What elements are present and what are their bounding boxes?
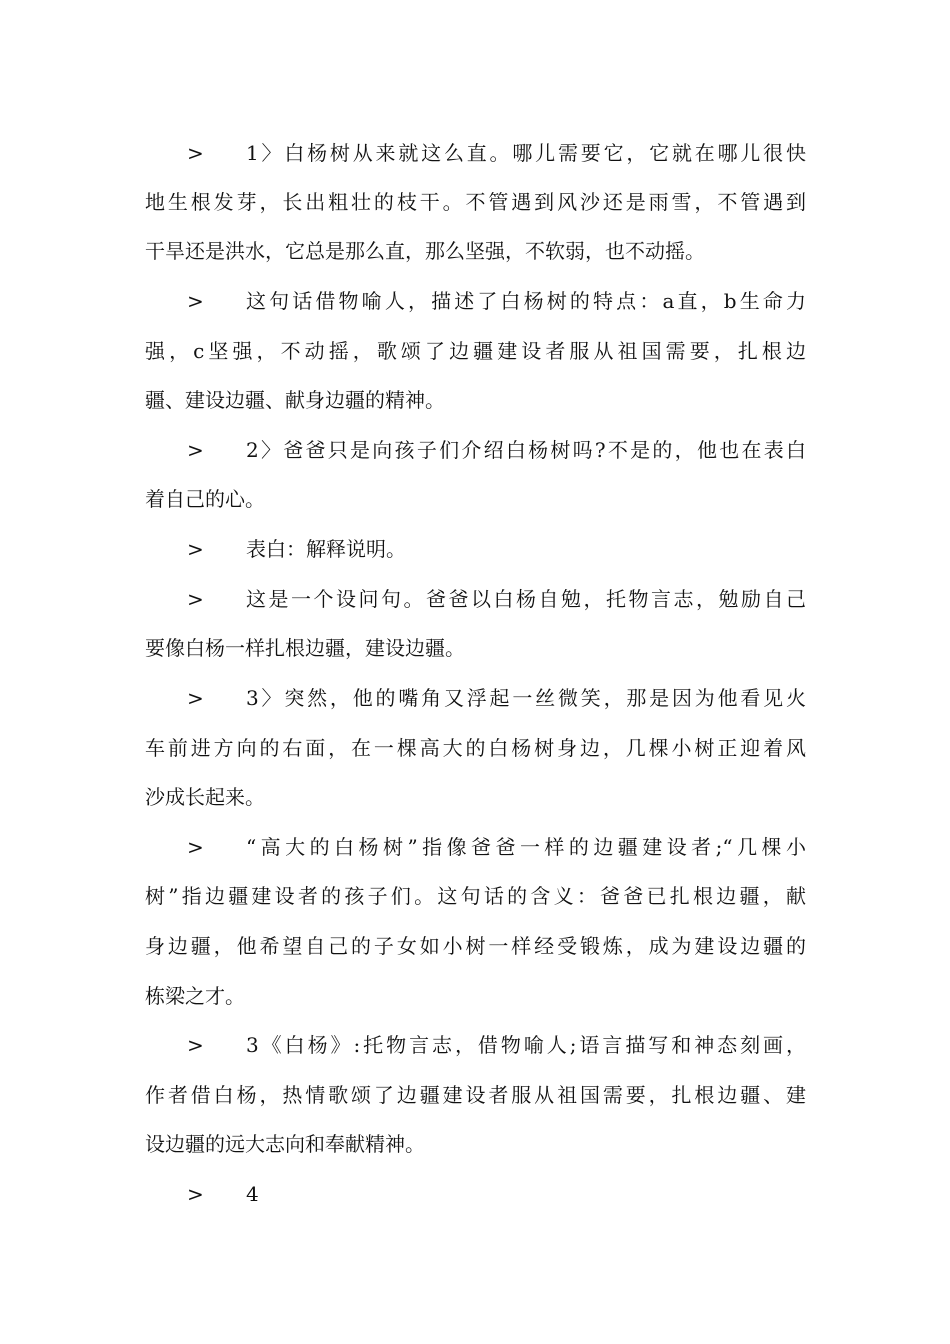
paragraph-4-text-1: 表白：解释说明。 — [246, 537, 406, 561]
bullet-arrow: > — [187, 686, 204, 710]
paragraph-4-line-1 — [0, 533, 950, 565]
paragraph-7-line-2 — [0, 880, 950, 912]
paragraph-8-text-3: 设边疆的远大志向和奉献精神。 — [145, 1132, 425, 1156]
paragraph-5-line-1 — [0, 583, 950, 615]
paragraph-1-line-3 — [0, 235, 950, 267]
paragraph-7-line-4 — [0, 980, 950, 1012]
bullet-arrow: > — [187, 141, 204, 165]
paragraph-5-text-1: 这是一个设问句。爸爸以白杨自勉，托物言志，勉励自己 — [246, 587, 806, 611]
paragraph-7-line-3 — [0, 930, 950, 962]
paragraph-9-text-1: 4 — [246, 1182, 259, 1206]
paragraph-6-text-2: 车前进方向的右面，在一棵高大的白杨树身边，几棵小树正迎着风 — [145, 736, 806, 760]
paragraph-8-text-1: 3《白杨》:托物言志，借物喻人;语言描写和神态刻画， — [246, 1033, 806, 1057]
bullet-arrow: > — [187, 587, 204, 611]
paragraph-6-text-1: 3〉突然，他的嘴角又浮起一丝微笑，那是因为他看见火 — [246, 686, 806, 710]
paragraph-5-text-2: 要像白杨一样扎根边疆，建设边疆。 — [145, 636, 465, 660]
paragraph-6-text-3: 沙成长起来。 — [145, 785, 265, 809]
paragraph-5-line-2 — [0, 632, 950, 664]
paragraph-3-text-1: 2〉爸爸只是向孩子们介绍白杨树吗?不是的，他也在表白 — [246, 438, 806, 462]
paragraph-8-line-1 — [0, 1029, 950, 1061]
paragraph-6-line-2 — [0, 732, 950, 764]
paragraph-2-line-3 — [0, 384, 950, 416]
paragraph-1-line-2 — [0, 186, 950, 218]
bullet-arrow: > — [187, 835, 204, 859]
paragraph-3-text-2: 着自己的心。 — [145, 487, 265, 511]
paragraph-9-line-1 — [0, 1178, 950, 1210]
paragraph-7-text-1: “高大的白杨树”指像爸爸一样的边疆建设者;“几棵小 — [246, 835, 806, 859]
paragraph-2-line-1 — [0, 285, 950, 317]
paragraph-2-line-2 — [0, 335, 950, 367]
bullet-arrow: > — [187, 537, 204, 561]
paragraph-7-text-4: 栋梁之才。 — [145, 984, 245, 1008]
paragraph-1-line-1 — [0, 137, 950, 169]
paragraph-2-text-2: 强，c坚强，不动摇，歌颂了边疆建设者服从祖国需要，扎根边 — [145, 339, 806, 363]
paragraph-7-text-3: 身边疆，他希望自己的子女如小树一样经受锻炼，成为建设边疆的 — [145, 934, 806, 958]
paragraph-6-line-1 — [0, 682, 950, 714]
paragraph-1-text-2: 地生根发芽，长出粗壮的枝干。不管遇到风沙还是雨雪，不管遇到 — [145, 190, 806, 214]
paragraph-8-text-2: 作者借白杨，热情歌颂了边疆建设者服从祖国需要，扎根边疆、建 — [145, 1083, 806, 1107]
paragraph-8-line-2 — [0, 1079, 950, 1111]
paragraph-3-line-2 — [0, 483, 950, 515]
paragraph-2-text-1: 这句话借物喻人，描述了白杨树的特点：a直，b生命力 — [246, 289, 806, 313]
paragraph-3-line-1 — [0, 434, 950, 466]
bullet-arrow: > — [187, 1033, 204, 1057]
bullet-arrow: > — [187, 438, 204, 462]
paragraph-1-text-1: 1〉白杨树从来就这么直。哪儿需要它，它就在哪儿很快 — [246, 141, 806, 165]
paragraph-8-line-3 — [0, 1128, 950, 1160]
paragraph-6-line-3 — [0, 781, 950, 813]
paragraph-2-text-3: 疆、建设边疆、献身边疆的精神。 — [145, 388, 445, 412]
paragraph-7-text-2: 树”指边疆建设者的孩子们。这句话的含义：爸爸已扎根边疆，献 — [145, 884, 806, 908]
bullet-arrow: > — [187, 289, 204, 313]
paragraph-7-line-1 — [0, 831, 950, 863]
paragraph-1-text-3: 干旱还是洪水，它总是那么直，那么坚强，不软弱，也不动摇。 — [145, 239, 705, 263]
bullet-arrow: > — [187, 1182, 204, 1206]
